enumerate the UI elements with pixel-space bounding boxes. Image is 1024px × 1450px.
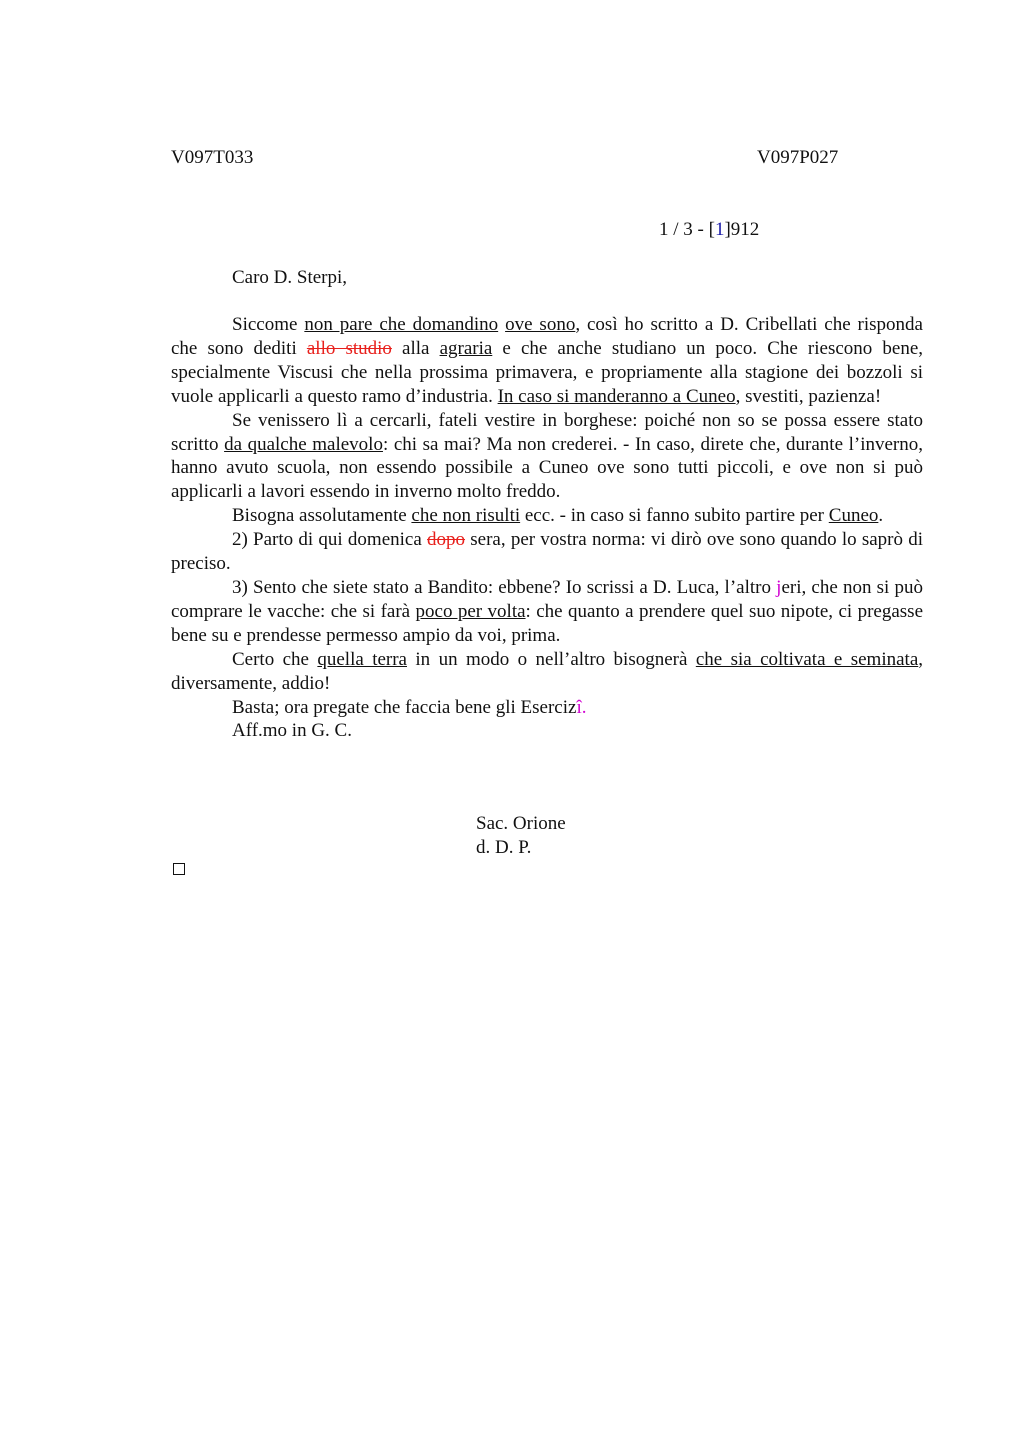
- underlined-text: Cuneo: [828, 505, 879, 527]
- text-run: Siccome: [232, 314, 305, 335]
- document-code-left: V097T033: [171, 147, 254, 168]
- underlined-text: quella terra: [317, 648, 407, 670]
- corrected-letter: î: [576, 696, 582, 718]
- date-bracket-digit: 1: [714, 219, 725, 240]
- underlined-text: da qualche malevolo: [224, 433, 383, 455]
- text-run: , svestiti, pazienza!: [735, 385, 882, 407]
- text-run: sera, per vostra norma: vi dirò ove sono quando lo saprò di preciso.: [171, 529, 923, 575]
- paragraph-6: [171, 648, 923, 696]
- end-marker-square: [173, 863, 185, 875]
- paragraph-1: [171, 313, 923, 409]
- text-run: Certo che: [232, 648, 318, 670]
- underlined-text: poco per volta: [415, 600, 526, 622]
- greeting: Caro D. Sterpi,: [232, 267, 348, 288]
- paragraph-7: [171, 696, 923, 720]
- closing: Aff.mo in G. C.: [232, 720, 352, 742]
- underlined-text: che non risulti: [411, 505, 521, 527]
- letter-body: [171, 313, 923, 743]
- underlined-text: che sia coltivata e seminata: [695, 648, 919, 670]
- date-suffix: ]912: [724, 219, 760, 240]
- text-run: : chi sa mai? Ma non crederei. - In caso, direte che, durante l’inverno, hanno avuto scuola, non essendo possibile a Cuneo ove sono tutti piccoli, e ove non si può applicarli a lavori essendo in inverno molto freddo.: [171, 433, 923, 503]
- corrected-letter: j: [776, 576, 782, 598]
- document-code-right: V097P027: [757, 147, 839, 168]
- text-run: Bisogna assolutamente: [232, 505, 412, 527]
- paragraph-4: [171, 528, 923, 576]
- corrected-letter: .: [581, 696, 587, 718]
- text-run: e che anche studiano un poco. Che riescono bene, specialmente Viscusi che nella prossima primavera, e propriamente alla stagione dei bozzoli si vuole applicarli a questo ramo d’industria.: [171, 337, 923, 407]
- text-run: alla: [391, 337, 440, 359]
- text-run: Se venissero lì a cercarli, fateli vestire in borghese: poiché non so se possa essere stato scritto: [171, 409, 923, 455]
- underlined-text: In caso si manderanno a Cuneo: [497, 385, 736, 407]
- text-run: in un modo o nell’altro bisognerà: [407, 648, 696, 670]
- letter-date: [659, 218, 759, 242]
- signature-line-2: d. D. P.: [476, 837, 532, 858]
- signature-line-1: Sac. Orione: [476, 813, 566, 834]
- paragraph-2: [171, 409, 923, 505]
- text-run: .: [878, 505, 884, 527]
- struck-text: dopo: [427, 529, 466, 551]
- struck-text: allo studio: [306, 337, 392, 359]
- text-run: , diversamente, addio!: [171, 648, 924, 694]
- date-prefix: 1 / 3 - [: [659, 219, 715, 240]
- text-run: Basta; ora pregate che faccia bene gli Eserciz: [232, 696, 577, 718]
- underlined-text: non pare che domandino: [304, 314, 499, 335]
- text-run: eri, che non si può comprare le vacche: che si farà: [171, 576, 923, 622]
- text-run: 3) Sento che siete stato a Bandito: ebbene? Io scrissi a D. Luca, l’altro: [232, 576, 777, 598]
- text-run: : che quanto a prendere quel suo nipote, ci pregasse bene su e prendesse permesso ampio da voi, prima.: [171, 600, 924, 646]
- text-run: ecc. - in caso si fanno subito partire per: [520, 505, 829, 527]
- text-run: 2) Parto di qui domenica: [232, 529, 428, 551]
- paragraph-5: [171, 576, 923, 648]
- underlined-text: agraria: [439, 337, 493, 359]
- text-run: , così ho scritto a D. Cribellati che risponda che sono dediti: [171, 314, 923, 359]
- underlined-text: ove sono: [505, 314, 576, 335]
- paragraph-3: [171, 504, 923, 528]
